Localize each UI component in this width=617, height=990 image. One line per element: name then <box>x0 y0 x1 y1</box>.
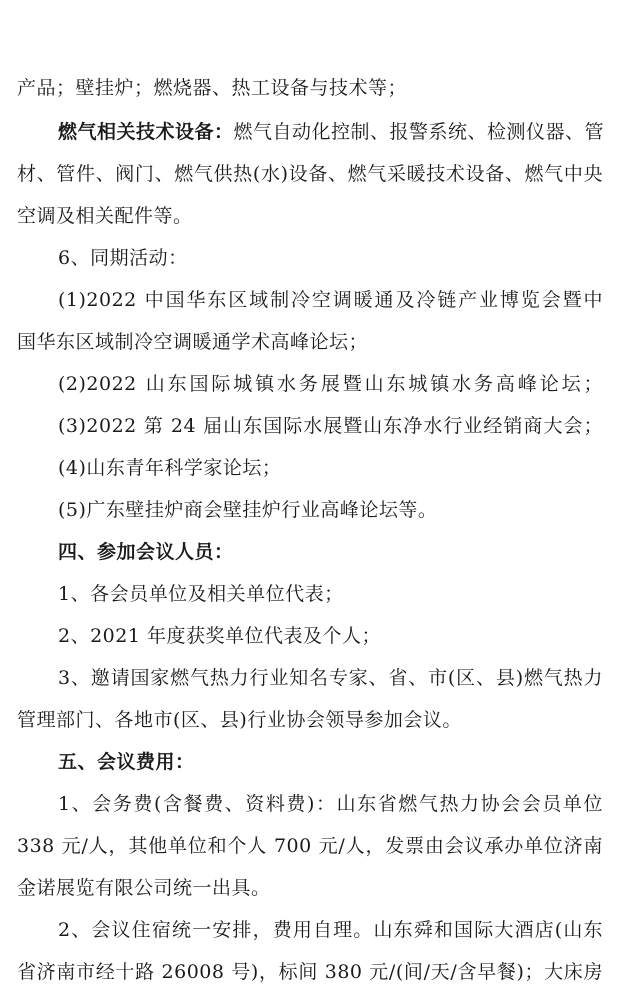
text-line: 省济南市经十路 26008 号)，标间 380 元/(间/天/含早餐)；大床房 <box>17 961 603 983</box>
text-line: (1)2022 中国华东区域制冷空调暖通及冷链产业博览会暨中 <box>58 289 603 311</box>
text-line: (5)广东壁挂炉商会壁挂炉行业高峰论坛等。 <box>58 499 438 521</box>
text-line: 国华东区域制冷空调暖通学术高峰论坛； <box>17 331 369 353</box>
text-line: (4)山东青年科学家论坛； <box>58 457 282 479</box>
text-line: 3、邀请国家燃气热力行业知名专家、省、市(区、县)燃气热力 <box>58 667 603 689</box>
section-heading: 五、会议费用： <box>58 751 195 773</box>
text-line: 1、会务费(含餐费、资料费)：山东省燃气热力协会会员单位 <box>58 793 603 815</box>
text-line: 空调及相关配件等。 <box>17 205 193 227</box>
text-line: 材、管件、阀门、燃气供热(水)设备、燃气采暖技术设备、燃气中央 <box>17 163 603 185</box>
text-line: (2)2022 山东国际城镇水务展暨山东城镇水务高峰论坛； <box>58 373 603 395</box>
text-line: 6、同期活动： <box>58 247 188 269</box>
text-line: 338 元/人，其他单位和个人 700 元/人，发票由会议承办单位济南 <box>17 835 603 857</box>
text-line: 2、2021 年度获奖单位代表及个人； <box>58 625 381 647</box>
text-line: 1、各会员单位及相关单位代表； <box>58 583 344 605</box>
text-line: 2、会议住宿统一安排，费用自理。山东舜和国际大酒店(山东 <box>58 919 603 941</box>
text-span: 燃气自动化控制、报警系统、检测仪器、管 <box>233 121 605 143</box>
text-line: 金诺展览有限公司统一出具。 <box>17 877 271 899</box>
text-line <box>58 120 603 144</box>
text-line: (3)2022 第 24 届山东国际水展暨山东净水行业经销商大会； <box>58 415 603 437</box>
bold-label: 燃气相关技术设备： <box>58 121 234 143</box>
section-heading: 四、参加会议人员： <box>58 541 234 563</box>
text-line: 管理部门、各地市(区、县)行业协会领导参加会议。 <box>17 709 462 731</box>
text-line: 产品；壁挂炉；燃烧器、热工设备与技术等； <box>17 77 408 99</box>
